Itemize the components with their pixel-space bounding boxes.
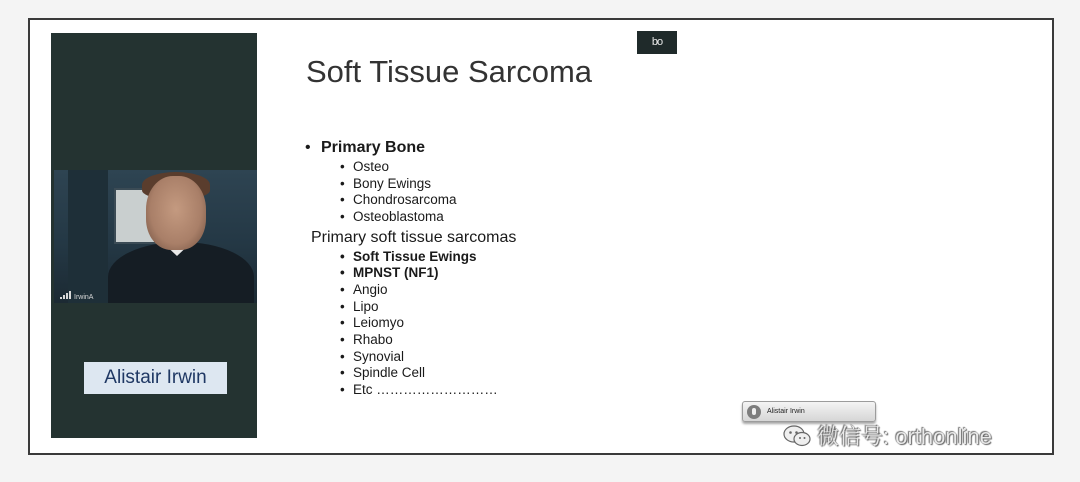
list-item: • Soft Tissue Ewings <box>340 249 477 264</box>
logo-icon: bo <box>637 31 677 54</box>
bullet-icon: • <box>340 382 345 397</box>
list-heading-soft-tissue: Primary soft tissue sarcomas <box>311 229 517 246</box>
bullet-icon: • <box>340 249 345 264</box>
list-item: • Spindle Cell <box>340 365 426 380</box>
bullet-icon: • <box>340 176 345 191</box>
list-item: • Leiomyo <box>340 315 405 330</box>
watermark-text: 微信号: orthonline <box>817 424 992 449</box>
list-item: • MPNST (NF1) <box>340 265 439 280</box>
bullet-icon: • <box>340 365 345 380</box>
bullet-icon: • <box>340 332 345 347</box>
list-item: • Rhabo <box>340 332 393 347</box>
bullet-icon: • <box>340 349 345 364</box>
bullet-icon: • <box>340 299 345 314</box>
list-item: • Synovial <box>340 349 405 364</box>
wechat-icon <box>783 424 811 448</box>
speaker-video-feed[interactable] <box>54 170 257 303</box>
list-heading-primary-bone: • Primary Bone <box>305 139 426 156</box>
list-item: • Etc ……………………… <box>340 382 498 397</box>
speaker-audio-label[interactable] <box>742 401 876 422</box>
list-item: • Lipo <box>340 299 379 314</box>
speaker-audio-name: Alistair Irwin <box>767 408 805 415</box>
list-item: • Angio <box>340 282 388 297</box>
list-item: • Chondrosarcoma <box>340 192 457 207</box>
list-item: • Osteoblastoma <box>340 209 444 224</box>
list-item: • Bony Ewings <box>340 176 432 191</box>
bullet-icon: • <box>305 139 311 156</box>
background-shelf <box>68 170 108 303</box>
speaker-head <box>146 176 206 250</box>
bullet-icon: • <box>340 265 345 280</box>
bullet-icon: • <box>340 209 345 224</box>
bullet-icon: • <box>340 282 345 297</box>
bullet-icon: • <box>340 192 345 207</box>
bullet-icon: • <box>340 159 345 174</box>
microphone-icon <box>747 405 761 419</box>
signal-strength-icon <box>60 291 71 299</box>
bullet-icon: • <box>340 315 345 330</box>
slide-title: Soft Tissue Sarcoma <box>306 54 593 89</box>
participant-label: IrwinA <box>74 294 94 301</box>
list-item: • Osteo <box>340 159 390 174</box>
wechat-watermark <box>783 420 992 451</box>
speaker-name-plate: Alistair Irwin <box>84 362 227 394</box>
